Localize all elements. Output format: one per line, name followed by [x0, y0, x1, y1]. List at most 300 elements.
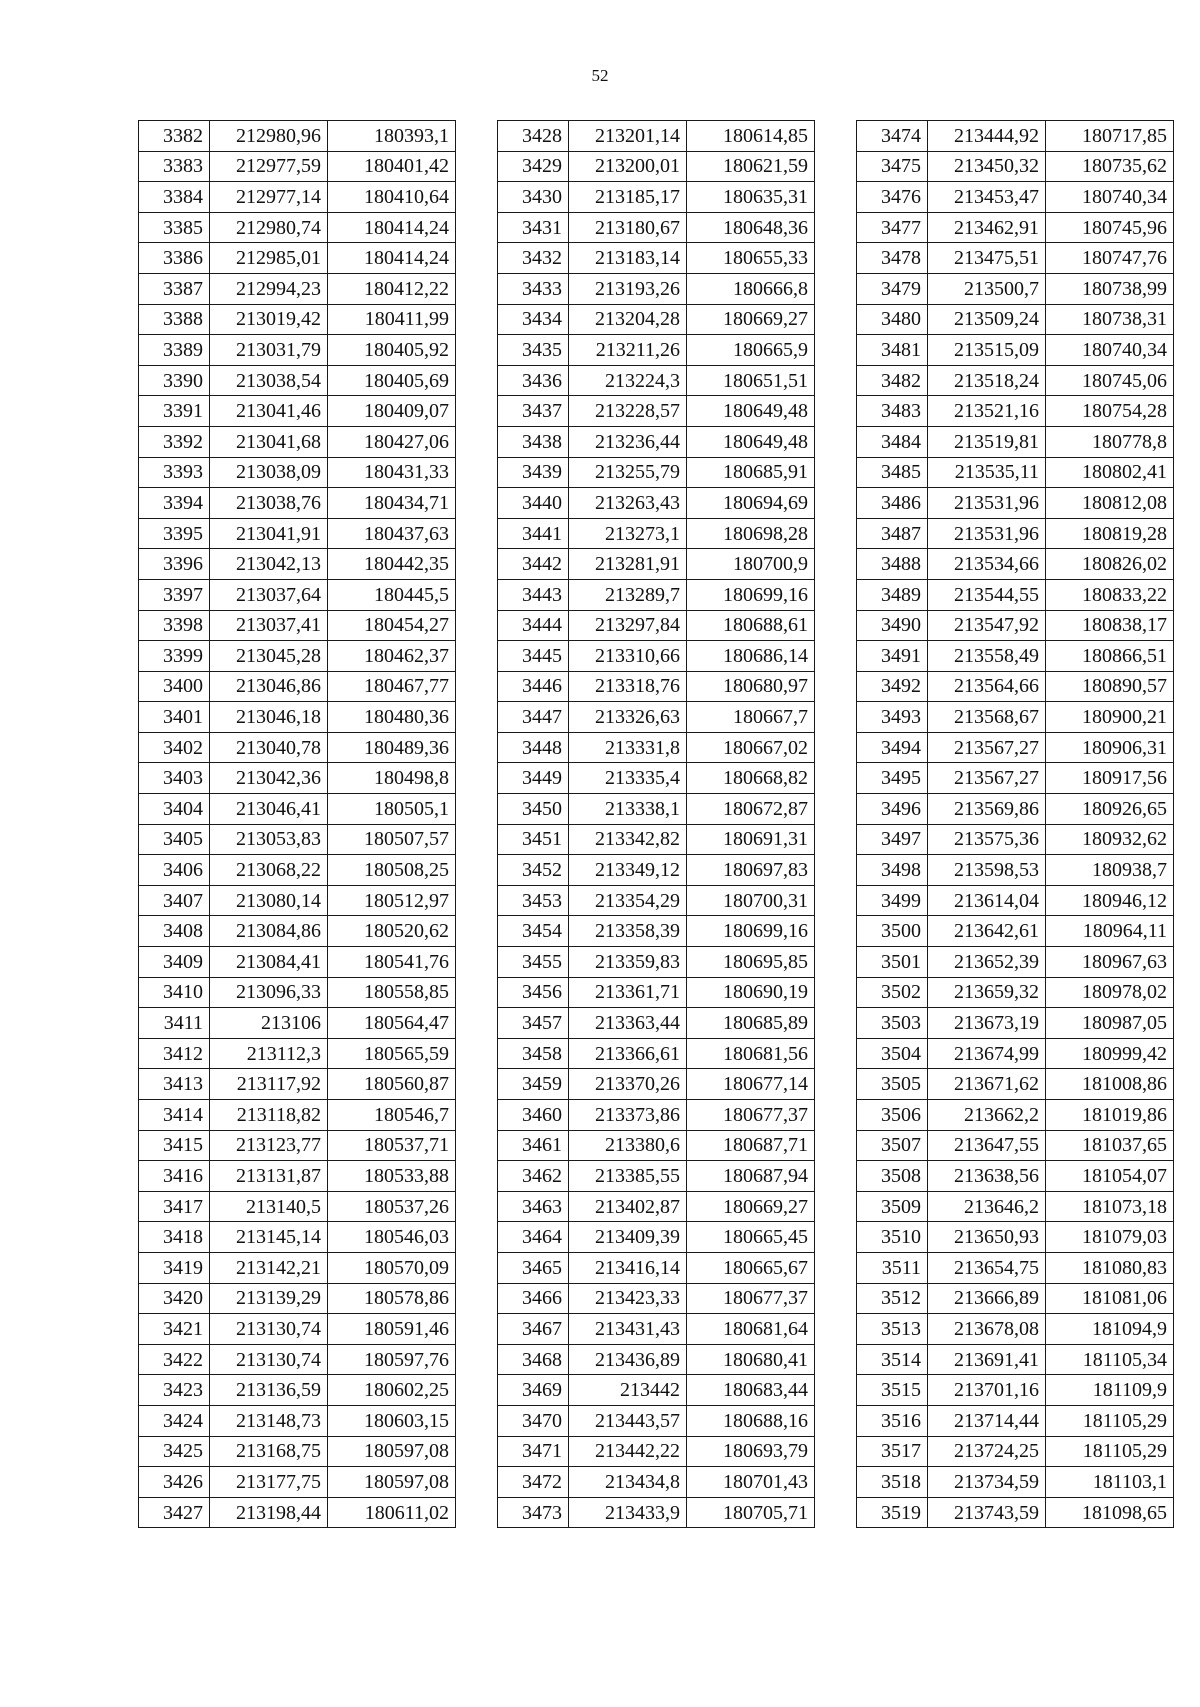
table-row — [139, 549, 456, 580]
table-row — [498, 273, 815, 304]
x-coordinate-cell: 212977,59 — [210, 151, 328, 182]
table-row — [498, 702, 815, 733]
y-coordinate-cell: 180602,25 — [328, 1375, 456, 1406]
point-number-cell: 3395 — [139, 518, 210, 549]
y-coordinate-cell: 180946,12 — [1046, 885, 1174, 916]
table-row — [139, 1191, 456, 1222]
table-row — [857, 151, 1174, 182]
y-coordinate-cell: 180405,69 — [328, 365, 456, 396]
y-coordinate-cell: 181105,29 — [1046, 1405, 1174, 1436]
x-coordinate-cell: 213185,17 — [569, 182, 687, 213]
table-row — [857, 610, 1174, 641]
y-coordinate-cell: 180411,99 — [328, 304, 456, 335]
table-row — [498, 579, 815, 610]
x-coordinate-cell: 213112,3 — [210, 1038, 328, 1069]
point-number-cell: 3419 — [139, 1252, 210, 1283]
y-coordinate-cell: 180665,9 — [687, 335, 815, 366]
x-coordinate-cell: 212994,23 — [210, 273, 328, 304]
table-row — [498, 1344, 815, 1375]
y-coordinate-cell: 181094,9 — [1046, 1314, 1174, 1345]
y-coordinate-cell: 180667,02 — [687, 732, 815, 763]
y-coordinate-cell: 180564,47 — [328, 1008, 456, 1039]
x-coordinate-cell: 213614,04 — [928, 885, 1046, 916]
point-number-cell: 3394 — [139, 488, 210, 519]
x-coordinate-cell: 213193,26 — [569, 273, 687, 304]
table-row — [857, 1344, 1174, 1375]
point-number-cell: 3462 — [498, 1161, 569, 1192]
x-coordinate-cell: 213564,66 — [928, 671, 1046, 702]
x-coordinate-cell: 213046,18 — [210, 702, 328, 733]
table-row — [498, 243, 815, 274]
y-coordinate-cell: 180688,16 — [687, 1405, 815, 1436]
table-row — [498, 335, 815, 366]
table-row — [139, 121, 456, 152]
x-coordinate-cell: 213096,33 — [210, 977, 328, 1008]
table-row — [857, 824, 1174, 855]
y-coordinate-cell: 180454,27 — [328, 610, 456, 641]
table-row — [139, 1130, 456, 1161]
x-coordinate-cell: 213366,61 — [569, 1038, 687, 1069]
x-coordinate-cell: 213531,96 — [928, 488, 1046, 519]
table-row — [857, 732, 1174, 763]
y-coordinate-cell: 180533,88 — [328, 1161, 456, 1192]
point-number-cell: 3459 — [498, 1069, 569, 1100]
y-coordinate-cell: 180700,9 — [687, 549, 815, 580]
table-row — [498, 365, 815, 396]
x-coordinate-cell: 213041,91 — [210, 518, 328, 549]
x-coordinate-cell: 213046,86 — [210, 671, 328, 702]
y-coordinate-cell: 180560,87 — [328, 1069, 456, 1100]
table-row — [857, 1283, 1174, 1314]
y-coordinate-cell: 181019,86 — [1046, 1100, 1174, 1131]
x-coordinate-cell: 213310,66 — [569, 641, 687, 672]
table-row — [139, 1161, 456, 1192]
table-row — [498, 1405, 815, 1436]
table-row — [857, 1069, 1174, 1100]
x-coordinate-cell: 213038,76 — [210, 488, 328, 519]
table-row — [498, 916, 815, 947]
point-number-cell: 3509 — [857, 1191, 928, 1222]
table-row — [857, 671, 1174, 702]
y-coordinate-cell: 180431,33 — [328, 457, 456, 488]
y-coordinate-cell: 180932,62 — [1046, 824, 1174, 855]
table-row — [139, 365, 456, 396]
point-number-cell: 3497 — [857, 824, 928, 855]
table-row — [139, 1100, 456, 1131]
x-coordinate-cell: 213255,79 — [569, 457, 687, 488]
y-coordinate-cell: 180833,22 — [1046, 579, 1174, 610]
y-coordinate-cell: 180611,02 — [328, 1497, 456, 1528]
table-row — [498, 151, 815, 182]
x-coordinate-cell: 213140,5 — [210, 1191, 328, 1222]
y-coordinate-cell: 180412,22 — [328, 273, 456, 304]
point-number-cell: 3443 — [498, 579, 569, 610]
table-row — [498, 732, 815, 763]
table-row — [857, 1497, 1174, 1528]
table-row — [498, 1069, 815, 1100]
y-coordinate-cell: 180667,7 — [687, 702, 815, 733]
x-coordinate-cell: 213318,76 — [569, 671, 687, 702]
x-coordinate-cell: 213673,19 — [928, 1008, 1046, 1039]
table-row — [857, 518, 1174, 549]
point-number-cell: 3494 — [857, 732, 928, 763]
x-coordinate-cell: 212980,74 — [210, 212, 328, 243]
point-number-cell: 3397 — [139, 579, 210, 610]
table-row — [139, 794, 456, 825]
x-coordinate-cell: 213547,92 — [928, 610, 1046, 641]
table-row — [498, 1436, 815, 1467]
y-coordinate-cell: 180967,63 — [1046, 947, 1174, 978]
x-coordinate-cell: 213724,25 — [928, 1436, 1046, 1467]
point-number-cell: 3482 — [857, 365, 928, 396]
y-coordinate-cell: 180508,25 — [328, 855, 456, 886]
point-number-cell: 3387 — [139, 273, 210, 304]
x-coordinate-cell: 213037,41 — [210, 610, 328, 641]
point-number-cell: 3516 — [857, 1405, 928, 1436]
x-coordinate-cell: 213534,66 — [928, 549, 1046, 580]
point-number-cell: 3405 — [139, 824, 210, 855]
point-number-cell: 3384 — [139, 182, 210, 213]
table-row — [498, 1283, 815, 1314]
table-row — [139, 426, 456, 457]
x-coordinate-cell: 213168,75 — [210, 1436, 328, 1467]
table-row — [498, 518, 815, 549]
table-row — [139, 151, 456, 182]
x-coordinate-cell: 213342,82 — [569, 824, 687, 855]
x-coordinate-cell: 213370,26 — [569, 1069, 687, 1100]
x-coordinate-cell: 213674,99 — [928, 1038, 1046, 1069]
table-row — [857, 885, 1174, 916]
x-coordinate-cell: 213361,71 — [569, 977, 687, 1008]
y-coordinate-cell: 180701,43 — [687, 1467, 815, 1498]
point-number-cell: 3461 — [498, 1130, 569, 1161]
x-coordinate-cell: 213642,61 — [928, 916, 1046, 947]
x-coordinate-cell: 213650,93 — [928, 1222, 1046, 1253]
table-row — [857, 182, 1174, 213]
x-coordinate-cell: 213019,42 — [210, 304, 328, 335]
y-coordinate-cell: 180512,97 — [328, 885, 456, 916]
x-coordinate-cell: 213431,43 — [569, 1314, 687, 1345]
y-coordinate-cell: 180677,37 — [687, 1100, 815, 1131]
y-coordinate-cell: 181105,34 — [1046, 1344, 1174, 1375]
x-coordinate-cell: 213714,44 — [928, 1405, 1046, 1436]
point-number-cell: 3382 — [139, 121, 210, 152]
x-coordinate-cell: 212985,01 — [210, 243, 328, 274]
x-coordinate-cell: 213236,44 — [569, 426, 687, 457]
table-row — [857, 1436, 1174, 1467]
table-row — [139, 1283, 456, 1314]
point-number-cell: 3519 — [857, 1497, 928, 1528]
y-coordinate-cell: 180738,99 — [1046, 273, 1174, 304]
point-number-cell: 3452 — [498, 855, 569, 886]
y-coordinate-cell: 180669,27 — [687, 1191, 815, 1222]
y-coordinate-cell: 181081,06 — [1046, 1283, 1174, 1314]
y-coordinate-cell: 180437,63 — [328, 518, 456, 549]
point-number-cell: 3460 — [498, 1100, 569, 1131]
y-coordinate-cell: 180699,16 — [687, 579, 815, 610]
table-row — [857, 947, 1174, 978]
x-coordinate-cell: 213567,27 — [928, 732, 1046, 763]
x-coordinate-cell: 213743,59 — [928, 1497, 1046, 1528]
y-coordinate-cell: 180591,46 — [328, 1314, 456, 1345]
point-number-cell: 3386 — [139, 243, 210, 274]
table-row — [498, 304, 815, 335]
point-number-cell: 3458 — [498, 1038, 569, 1069]
x-coordinate-cell: 213652,39 — [928, 947, 1046, 978]
y-coordinate-cell: 180597,08 — [328, 1436, 456, 1467]
y-coordinate-cell: 180410,64 — [328, 182, 456, 213]
point-number-cell: 3402 — [139, 732, 210, 763]
x-coordinate-cell: 212980,96 — [210, 121, 328, 152]
point-number-cell: 3468 — [498, 1344, 569, 1375]
y-coordinate-cell: 180677,37 — [687, 1283, 815, 1314]
y-coordinate-cell: 180541,76 — [328, 947, 456, 978]
table-row — [498, 763, 815, 794]
x-coordinate-cell: 213354,29 — [569, 885, 687, 916]
x-coordinate-cell: 213204,28 — [569, 304, 687, 335]
table-row — [857, 273, 1174, 304]
y-coordinate-cell: 180819,28 — [1046, 518, 1174, 549]
table-row — [139, 335, 456, 366]
table-row — [857, 579, 1174, 610]
x-coordinate-cell: 213423,33 — [569, 1283, 687, 1314]
point-number-cell: 3401 — [139, 702, 210, 733]
point-number-cell: 3498 — [857, 855, 928, 886]
table-row — [498, 885, 815, 916]
x-coordinate-cell: 213558,49 — [928, 641, 1046, 672]
y-coordinate-cell: 180434,71 — [328, 488, 456, 519]
x-coordinate-cell: 213042,36 — [210, 763, 328, 794]
x-coordinate-cell: 213638,56 — [928, 1161, 1046, 1192]
y-coordinate-cell: 180597,76 — [328, 1344, 456, 1375]
y-coordinate-cell: 180414,24 — [328, 212, 456, 243]
y-coordinate-cell: 180597,08 — [328, 1467, 456, 1498]
point-number-cell: 3444 — [498, 610, 569, 641]
table-row — [857, 488, 1174, 519]
x-coordinate-cell: 213130,74 — [210, 1344, 328, 1375]
x-coordinate-cell: 213359,83 — [569, 947, 687, 978]
table-row — [139, 1069, 456, 1100]
y-coordinate-cell: 180687,94 — [687, 1161, 815, 1192]
y-coordinate-cell: 181103,1 — [1046, 1467, 1174, 1498]
y-coordinate-cell: 180520,62 — [328, 916, 456, 947]
point-number-cell: 3455 — [498, 947, 569, 978]
point-number-cell: 3398 — [139, 610, 210, 641]
x-coordinate-cell: 213118,82 — [210, 1100, 328, 1131]
table-row — [139, 273, 456, 304]
y-coordinate-cell: 180735,62 — [1046, 151, 1174, 182]
x-coordinate-cell: 213040,78 — [210, 732, 328, 763]
x-coordinate-cell: 213326,63 — [569, 702, 687, 733]
y-coordinate-cell: 180677,14 — [687, 1069, 815, 1100]
point-number-cell: 3453 — [498, 885, 569, 916]
point-number-cell: 3491 — [857, 641, 928, 672]
point-number-cell: 3478 — [857, 243, 928, 274]
x-coordinate-cell: 213598,53 — [928, 855, 1046, 886]
table-row — [498, 1161, 815, 1192]
table-row — [139, 243, 456, 274]
point-number-cell: 3403 — [139, 763, 210, 794]
point-number-cell: 3392 — [139, 426, 210, 457]
x-coordinate-cell: 213038,54 — [210, 365, 328, 396]
table-row — [139, 518, 456, 549]
coordinate-table — [856, 120, 1174, 1528]
y-coordinate-cell: 180738,31 — [1046, 304, 1174, 335]
x-coordinate-cell: 213046,41 — [210, 794, 328, 825]
x-coordinate-cell: 213139,29 — [210, 1283, 328, 1314]
x-coordinate-cell: 213180,67 — [569, 212, 687, 243]
table-row — [857, 1252, 1174, 1283]
y-coordinate-cell: 180462,37 — [328, 641, 456, 672]
y-coordinate-cell: 180672,87 — [687, 794, 815, 825]
point-number-cell: 3422 — [139, 1344, 210, 1375]
table-row — [857, 1405, 1174, 1436]
table-row — [857, 365, 1174, 396]
x-coordinate-cell: 213436,89 — [569, 1344, 687, 1375]
x-coordinate-cell: 213443,57 — [569, 1405, 687, 1436]
y-coordinate-cell: 180467,77 — [328, 671, 456, 702]
point-number-cell: 3390 — [139, 365, 210, 396]
x-coordinate-cell: 213123,77 — [210, 1130, 328, 1161]
table-row — [139, 579, 456, 610]
point-number-cell: 3513 — [857, 1314, 928, 1345]
x-coordinate-cell: 213734,59 — [928, 1467, 1046, 1498]
point-number-cell: 3435 — [498, 335, 569, 366]
y-coordinate-cell: 180917,56 — [1046, 763, 1174, 794]
x-coordinate-cell: 213575,36 — [928, 824, 1046, 855]
y-coordinate-cell: 180890,57 — [1046, 671, 1174, 702]
x-coordinate-cell: 213701,16 — [928, 1375, 1046, 1406]
point-number-cell: 3505 — [857, 1069, 928, 1100]
x-coordinate-cell: 213130,74 — [210, 1314, 328, 1345]
table-row — [857, 549, 1174, 580]
y-coordinate-cell: 180754,28 — [1046, 396, 1174, 427]
table-row — [139, 671, 456, 702]
table-row — [498, 426, 815, 457]
y-coordinate-cell: 180649,48 — [687, 396, 815, 427]
y-coordinate-cell: 180866,51 — [1046, 641, 1174, 672]
table-row — [498, 457, 815, 488]
page-number: 52 — [591, 66, 609, 85]
x-coordinate-cell: 213080,14 — [210, 885, 328, 916]
x-coordinate-cell: 212977,14 — [210, 182, 328, 213]
table-row — [857, 121, 1174, 152]
table-row — [139, 1038, 456, 1069]
table-row — [139, 1405, 456, 1436]
point-number-cell: 3499 — [857, 885, 928, 916]
y-coordinate-cell: 180999,42 — [1046, 1038, 1174, 1069]
x-coordinate-cell: 213335,4 — [569, 763, 687, 794]
table-row — [139, 763, 456, 794]
y-coordinate-cell: 180578,86 — [328, 1283, 456, 1314]
x-coordinate-cell: 213691,41 — [928, 1344, 1046, 1375]
x-coordinate-cell: 213433,9 — [569, 1497, 687, 1528]
y-coordinate-cell: 180558,85 — [328, 977, 456, 1008]
x-coordinate-cell: 213053,83 — [210, 824, 328, 855]
table-row — [857, 794, 1174, 825]
y-coordinate-cell: 180812,08 — [1046, 488, 1174, 519]
table-row — [139, 732, 456, 763]
y-coordinate-cell: 180778,8 — [1046, 426, 1174, 457]
table-row — [498, 1100, 815, 1131]
point-number-cell: 3391 — [139, 396, 210, 427]
y-coordinate-cell: 180505,1 — [328, 794, 456, 825]
y-coordinate-cell: 181079,03 — [1046, 1222, 1174, 1253]
y-coordinate-cell: 181080,83 — [1046, 1252, 1174, 1283]
point-number-cell: 3396 — [139, 549, 210, 580]
x-coordinate-cell: 213183,14 — [569, 243, 687, 274]
y-coordinate-cell: 180445,5 — [328, 579, 456, 610]
point-number-cell: 3385 — [139, 212, 210, 243]
table-row — [139, 212, 456, 243]
y-coordinate-cell: 180686,14 — [687, 641, 815, 672]
table-row — [857, 916, 1174, 947]
x-coordinate-cell: 213442,22 — [569, 1436, 687, 1467]
point-number-cell: 3464 — [498, 1222, 569, 1253]
y-coordinate-cell: 180693,79 — [687, 1436, 815, 1467]
y-coordinate-cell: 180690,19 — [687, 977, 815, 1008]
x-coordinate-cell: 213131,87 — [210, 1161, 328, 1192]
y-coordinate-cell: 180978,02 — [1046, 977, 1174, 1008]
x-coordinate-cell: 213380,6 — [569, 1130, 687, 1161]
point-number-cell: 3492 — [857, 671, 928, 702]
y-coordinate-cell: 180665,67 — [687, 1252, 815, 1283]
table-row — [498, 488, 815, 519]
point-number-cell: 3488 — [857, 549, 928, 580]
y-coordinate-cell: 180401,42 — [328, 151, 456, 182]
point-number-cell: 3490 — [857, 610, 928, 641]
x-coordinate-cell: 213519,81 — [928, 426, 1046, 457]
coordinate-table — [138, 120, 456, 1528]
x-coordinate-cell: 213518,24 — [928, 365, 1046, 396]
point-number-cell: 3407 — [139, 885, 210, 916]
y-coordinate-cell: 180405,92 — [328, 335, 456, 366]
x-coordinate-cell: 213666,89 — [928, 1283, 1046, 1314]
table-row — [498, 1222, 815, 1253]
point-number-cell: 3413 — [139, 1069, 210, 1100]
point-number-cell: 3426 — [139, 1467, 210, 1498]
y-coordinate-cell: 180680,41 — [687, 1344, 815, 1375]
x-coordinate-cell: 213084,86 — [210, 916, 328, 947]
table-row — [498, 1467, 815, 1498]
point-number-cell: 3474 — [857, 121, 928, 152]
x-coordinate-cell: 213117,92 — [210, 1069, 328, 1100]
table-row — [857, 1314, 1174, 1345]
table-row — [139, 1314, 456, 1345]
x-coordinate-cell: 213273,1 — [569, 518, 687, 549]
point-number-cell: 3502 — [857, 977, 928, 1008]
y-coordinate-cell: 180685,91 — [687, 457, 815, 488]
table-row — [139, 1252, 456, 1283]
y-coordinate-cell: 180565,59 — [328, 1038, 456, 1069]
point-number-cell: 3486 — [857, 488, 928, 519]
table-row — [857, 457, 1174, 488]
point-number-cell: 3485 — [857, 457, 928, 488]
point-number-cell: 3454 — [498, 916, 569, 947]
table-row — [139, 1497, 456, 1528]
x-coordinate-cell: 213462,91 — [928, 212, 1046, 243]
y-coordinate-cell: 180802,41 — [1046, 457, 1174, 488]
y-coordinate-cell: 180698,28 — [687, 518, 815, 549]
y-coordinate-cell: 181105,29 — [1046, 1436, 1174, 1467]
y-coordinate-cell: 180717,85 — [1046, 121, 1174, 152]
point-number-cell: 3463 — [498, 1191, 569, 1222]
point-number-cell: 3472 — [498, 1467, 569, 1498]
y-coordinate-cell: 180537,26 — [328, 1191, 456, 1222]
table-row — [498, 1038, 815, 1069]
table-row — [139, 610, 456, 641]
table-row — [139, 1222, 456, 1253]
